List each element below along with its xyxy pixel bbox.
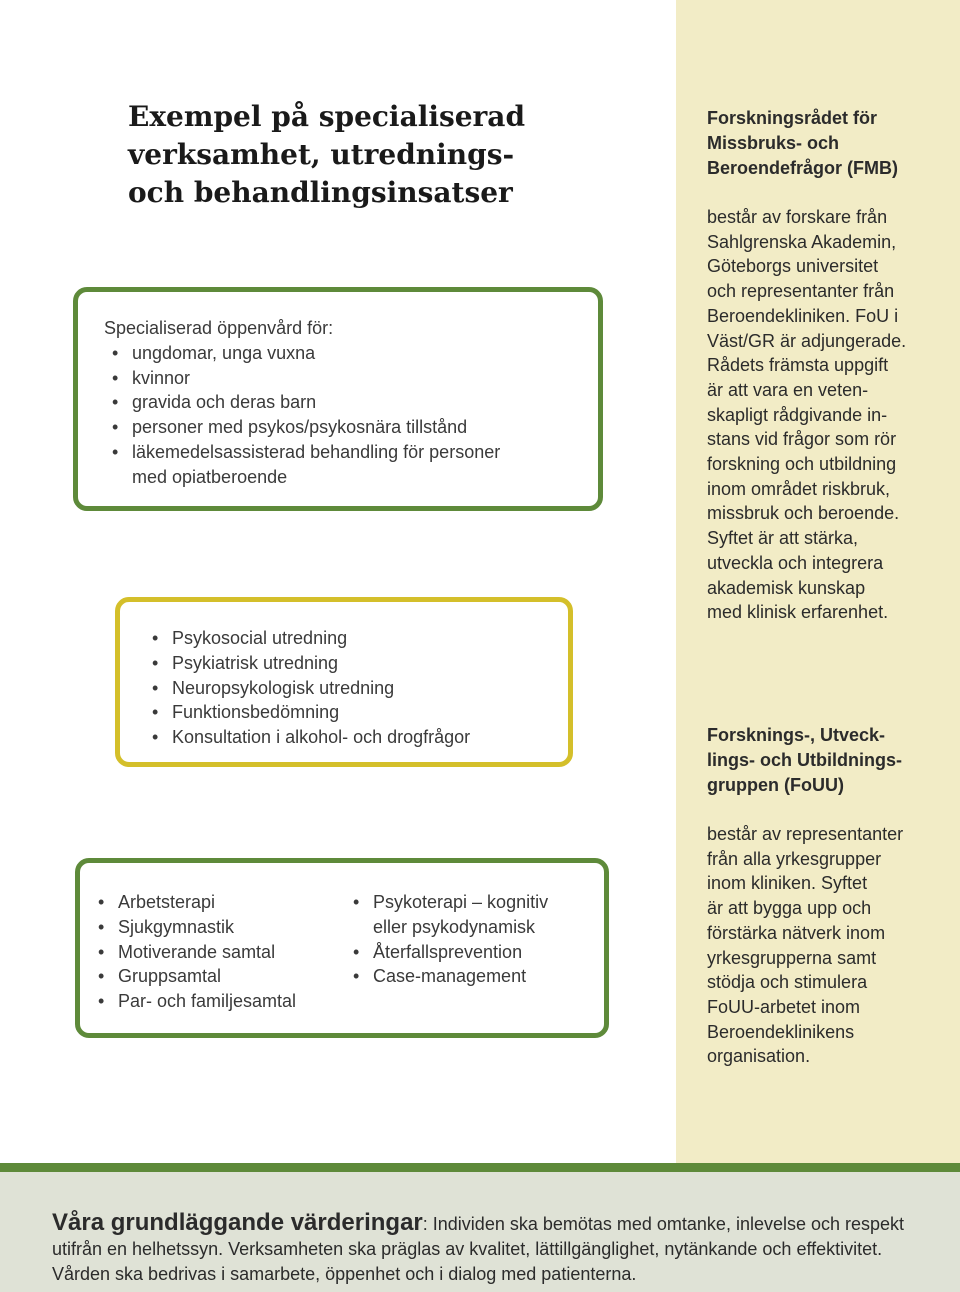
assessment-box [115, 597, 573, 767]
bullet-icon: • [98, 916, 105, 937]
list-item-text: Återfallsprevention [373, 941, 523, 962]
list-item [112, 390, 594, 415]
list-item [98, 940, 296, 965]
list-item-text: ungdomar, unga vuxna [132, 342, 316, 363]
bullet-icon: • [112, 441, 119, 462]
bullet-icon: • [112, 417, 119, 438]
list-item [98, 915, 296, 940]
list-item [98, 989, 297, 1014]
divider [0, 1163, 960, 1172]
list-item [112, 366, 594, 391]
list-item-text: Gruppsamtal [118, 966, 222, 987]
page-title: Exempel på specialiserad verksamhet, utrednings- och behandlingsinsatser [128, 100, 526, 209]
bullet-icon: • [98, 941, 105, 962]
bullet-icon: • [98, 892, 105, 912]
bullet-icon: • [353, 966, 360, 987]
list-item-text: Motiverande samtal [118, 941, 276, 962]
list-item-text: Psykoterapi – kognitiv eller psykodynamisk [373, 892, 549, 937]
list-item [152, 700, 470, 725]
list-item [112, 341, 594, 366]
list-item [152, 725, 471, 750]
bullet-icon: • [152, 677, 159, 698]
treatment-box [75, 858, 609, 1038]
bullet-icon: • [112, 392, 119, 413]
outpatient-box [73, 287, 603, 511]
list-item [112, 440, 594, 490]
bullet-icon: • [112, 367, 119, 388]
list-item-text: gravida och deras barn [132, 392, 317, 413]
fmb-heading: Forskningsrådet för Missbruks- och Beroendefrågor (FMB) [707, 108, 899, 178]
list-item [152, 676, 470, 701]
list-item-text: kvinnor [132, 367, 191, 388]
list-item-text: läkemedelsassisterad behandling för personer med opiatberoende [132, 441, 501, 487]
list-item [98, 964, 296, 989]
list-item-text: Funktionsbedömning [172, 702, 340, 723]
fouu-heading: Forsknings-, Utveck- lings- och Utbildnings- gruppen (FoUU) [707, 725, 902, 795]
list-item [112, 415, 594, 440]
list-item-text: personer med psykos/psykosnära tillstånd [132, 417, 468, 438]
list-item-text: Par- och familjesamtal [118, 991, 297, 1012]
bullet-icon: • [98, 991, 105, 1012]
values-statement [52, 1210, 922, 1287]
list-item-text: Neuropsykologisk utredning [172, 677, 395, 698]
list-item-text: Psykiatrisk utredning [172, 652, 339, 673]
list-item-text: Psykosocial utredning [172, 628, 348, 648]
bullet-icon: • [112, 342, 119, 363]
list-item-text: Konsultation i alkohol- och drogfrågor [172, 727, 471, 748]
list-item [152, 651, 470, 676]
list-item [353, 890, 549, 940]
values-heading: Våra grundläggande värderingar [52, 1209, 423, 1236]
bullet-icon: • [152, 702, 159, 723]
bullet-icon: • [98, 966, 105, 987]
list-item [98, 890, 296, 915]
bullet-icon: • [353, 941, 360, 962]
list-item-text: Sjukgymnastik [118, 916, 235, 937]
outpatient-intro: Specialiserad öppenvård för: [104, 318, 334, 338]
fmb-text: består av forskare från Sahlgrenska Akademin, Göteborgs universitet och representanter från Beroendekliniken. FoU i Väst/GR är adjungerade. Rådets främsta uppgift är att vara en veten- skapligt rådgivande in- stans vid frågor som rör forskning och utbildning inom området riskbruk, missbruk och beroende. Syftet är att stärka, utveckla och integrera akademisk kunskap med klinisk erfarenhet. [707, 207, 907, 623]
list-item-text: Case-management [373, 966, 527, 987]
list-item [152, 626, 470, 651]
list-item [353, 964, 548, 989]
bullet-icon: • [152, 727, 159, 748]
values-text: : Individen ska bemötas med omtanke, inlevelse och respekt utifrån en helhetssyn. Verksamheten ska präglas av kvalitet, lättillgänglighet, nytänkande och effektivitet. Vården ska bedrivas i samarbete, öppenhet och i dialog med patienterna. [52, 1214, 905, 1284]
fouu-text: består av representanter från alla yrkesgrupper inom kliniken. Syftet är att bygga upp och förstärka nätverk inom yrkesgrupperna samt stödja och stimulera FoUU-arbetet inom Beroendeklinikens organisation. [707, 824, 904, 1067]
bullet-icon: • [152, 652, 159, 673]
bullet-icon: • [353, 892, 360, 912]
list-item-text: Arbetsterapi [118, 892, 216, 912]
bullet-icon: • [152, 628, 159, 648]
list-item [353, 940, 548, 965]
